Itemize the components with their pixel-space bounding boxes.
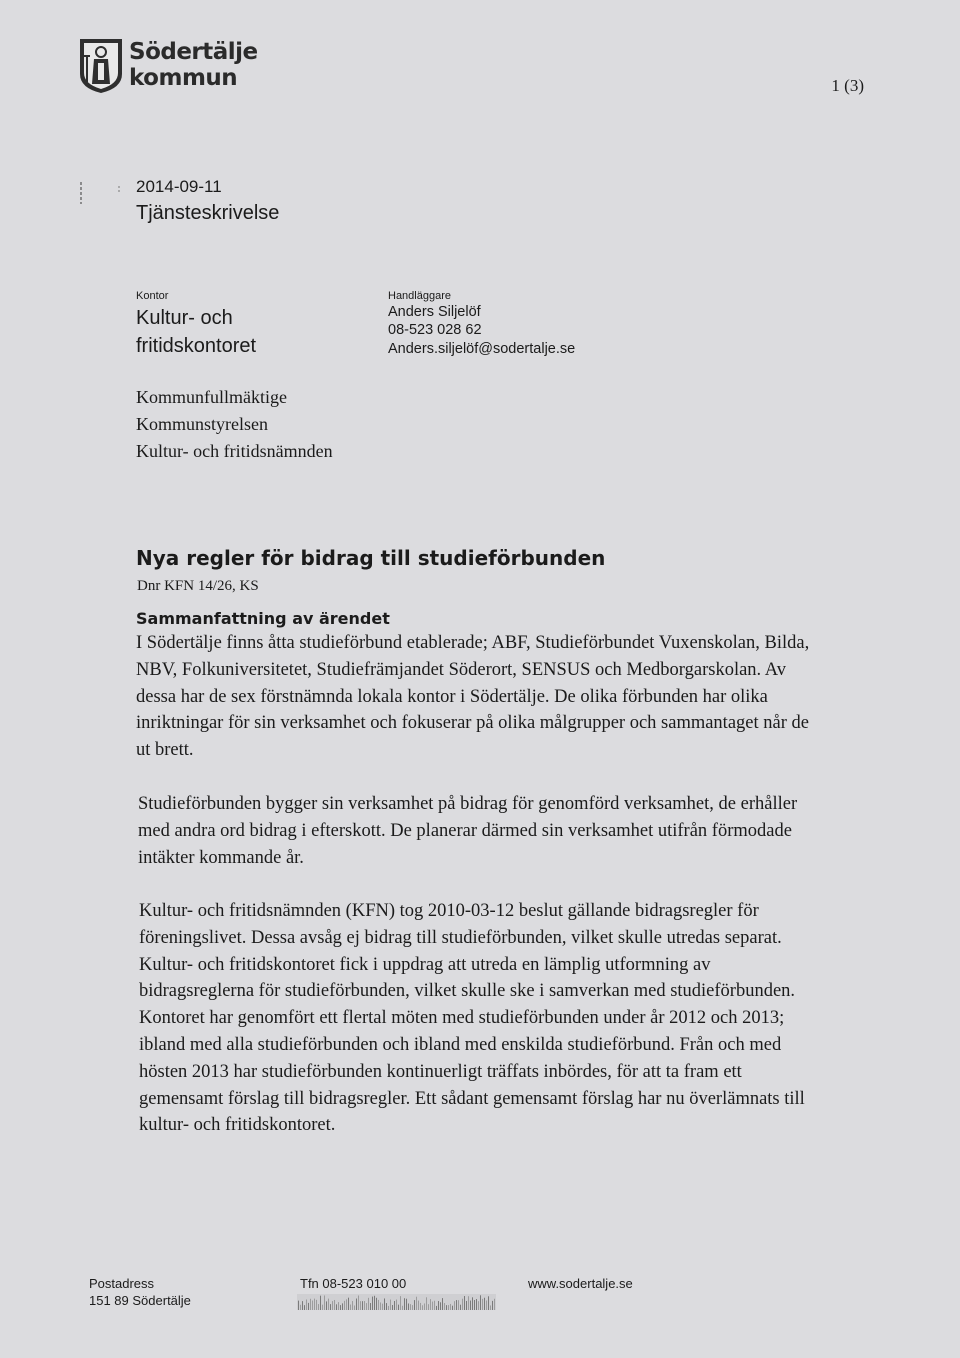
- paragraph: [138, 791, 797, 871]
- municipality-logo: [79, 38, 258, 96]
- paragraph-line: kultur- och fritidskontoret.: [139, 1115, 336, 1136]
- page-number: 1 (3): [831, 76, 864, 95]
- paragraph-line: föreningslivet. Dessa avsåg ej bidrag till studieförbunden, vilket skulle utredas separat.: [139, 927, 782, 948]
- paragraph-line: Studieförbunden bygger sin verksamhet på bidrag för genomförd verksamhet, de erhåller: [138, 794, 798, 814]
- logo-wordmark-line1: Södertälje: [129, 39, 258, 65]
- paragraph-line: inriktningar för sin verksamhet och fokuserar på olika målgrupper och sammantaget når de: [136, 713, 809, 734]
- paragraph: [139, 898, 805, 1139]
- office-label: Kontor: [136, 290, 169, 302]
- paragraph-line: Kultur- och fritidskontoret fick i uppdrag att utreda en lämplig utformning av: [139, 954, 711, 975]
- handler-email: Anders.siljelöf@sodertalje.se: [388, 341, 576, 357]
- paragraph-line: ut brett.: [136, 740, 194, 761]
- paragraph-line: med andra ord bidrag i efterskott. De planerar därmed sin verksamhet utifrån förmodade: [138, 820, 792, 841]
- recipient: Kultur- och fritidsnämnden: [136, 441, 333, 461]
- footer-address-label: Postadress: [89, 1276, 155, 1291]
- document-type: Tjänsteskrivelse: [136, 202, 280, 224]
- footer-address-city: 151 89 Södertälje: [89, 1293, 191, 1308]
- handler-label: Handläggare: [388, 290, 451, 302]
- paragraph-line: gemensamt förslag till bidragsregler. Ett sådant gemensamt förslag har nu överlämnats till: [139, 1088, 805, 1109]
- paragraph-line: I Södertälje finns åtta studieförbund etablerade; ABF, Studieförbundet Vuxenskolan, Bilda,: [136, 633, 810, 653]
- scan-margin-marks: [79, 180, 123, 212]
- paragraph-line: intäkter kommande år.: [138, 847, 304, 868]
- coat-of-arms-icon: [79, 38, 123, 94]
- paragraph-line: hösten 2013 har studieförbunden kontinuerligt träffats inbördes, för att ta fram ett: [139, 1061, 742, 1082]
- office-name: Kultur- och fritidskontoret: [136, 307, 257, 357]
- logo-wordmark-line2: kommun: [129, 65, 238, 91]
- reference-number: Dnr KFN 14/26, KS: [137, 578, 259, 594]
- paragraph-line: Kontoret har genomfört ett flertal möten med studieförbunden under år 2012 och 2013;: [139, 1008, 785, 1029]
- paragraph-line: Kultur- och fritidsnämnden (KFN) tog 2010-03-12 beslut gällande bidragsregler för: [139, 901, 759, 921]
- handler-name: Anders Siljelöf: [388, 304, 481, 320]
- recipient: Kommunfullmäktige: [136, 387, 287, 407]
- paragraph-line: bidragsreglerna för studieförbunden, vilket skulle ske i samverkan med studieförbunden.: [139, 981, 796, 1002]
- document-title: Nya regler för bidrag till studieförbunden: [136, 546, 606, 570]
- paragraph-line: ibland med alla studieförbunden och ibland med enskilda studieförbund. Från och med: [139, 1034, 782, 1055]
- paragraph-line: NBV, Folkuniversitetet, Studiefrämjandet Söderort, SENSUS och Medborgarskolan. Av: [136, 659, 787, 680]
- barcode-strip: [297, 1294, 496, 1310]
- summary-heading: Sammanfattning av ärendet: [136, 609, 390, 628]
- recipient: Kommunstyrelsen: [136, 414, 268, 434]
- footer-phone: Tfn 08-523 010 00: [300, 1276, 407, 1291]
- handler-phone: 08-523 028 62: [388, 322, 482, 338]
- paragraph-line: dessa har de sex förstnämnda lokala kontor i Södertälje. De olika förbunden har olika: [136, 686, 768, 707]
- footer-website: www.sodertalje.se: [528, 1276, 633, 1291]
- document-date: 2014-09-11: [136, 177, 222, 196]
- paragraph: [136, 630, 809, 764]
